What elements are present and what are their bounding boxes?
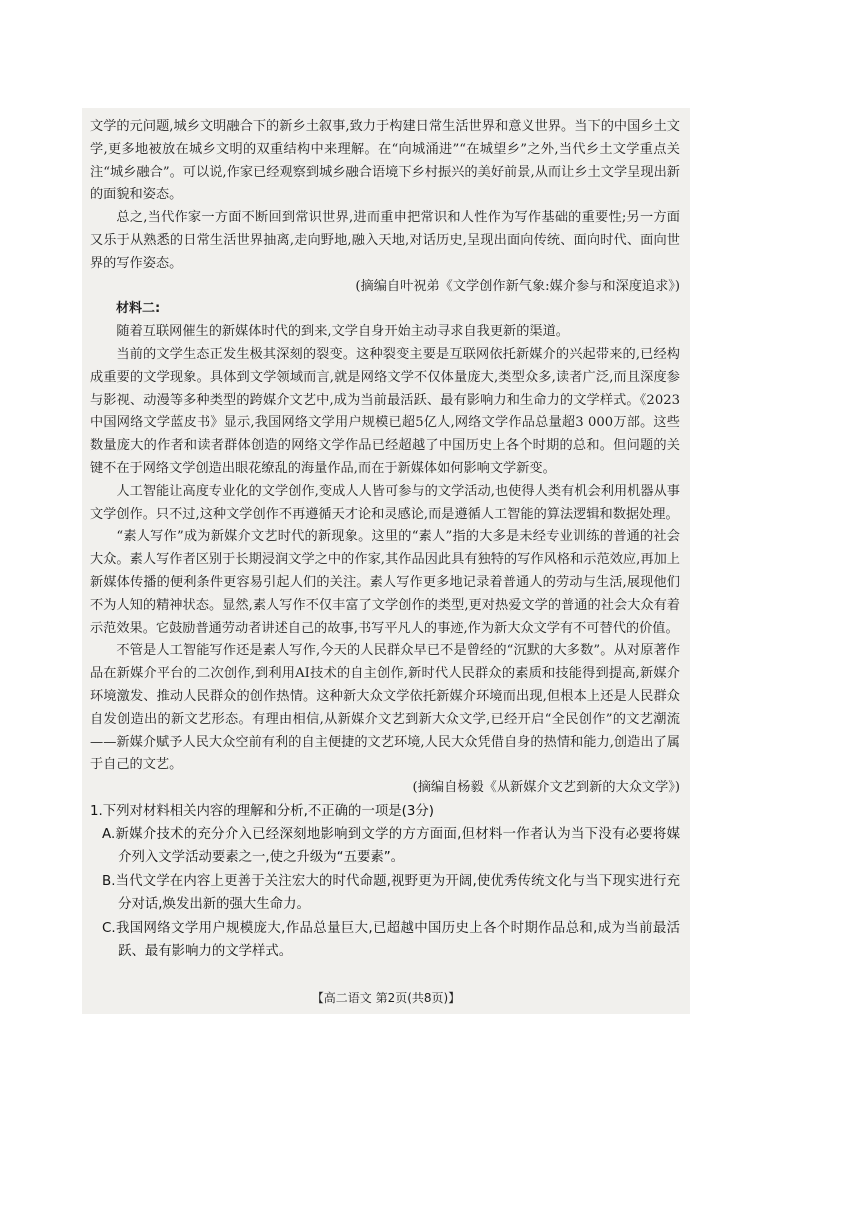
page-content [90,116,680,964]
material1-source: (摘编自叶祝弟《文学创作新气象:媒介参与和深度追求》) [355,278,680,294]
material2-source: (摘编自杨毅《从新媒介文艺到新的大众文学》) [412,780,680,796]
material2-paragraph: 不管是人工智能写作还是素人写作,今天的人民群众早已不是曾经的“沉默的大多数”。从对原著作品在新媒介平台的二次创作,到利用AI技术的自主创作,新时代人民群众的素质和技能得到提高,新媒介环境激发、推动人民群众的创作热情。这种新大众文学依托新媒介环境而出现,但根本上还是人民群众自发创造出的新文艺形态。有理由相信,从新媒介文艺到新大众文学,已经开启“全民创作”的文艺潮流——新媒介赋予人民大众空前有利的自主便捷的文艺环境,人民大众凭借自身的热情和能力,创造出了属于自己的文艺。 [90,643,680,773]
material1-summary: 总之,当代作家一方面不断回到常识世界,进而重申把常识和人性作为写作基础的重要性;另一方面又乐于从熟悉的日常生活世界抽离,走向野地,融入天地,对话历史,呈现出面向传统、面向时代、面向世界的写作姿态。 [90,210,680,271]
material2-paragraph: 当前的文学生态正发生极其深刻的裂变。这种裂变主要是互联网依托新媒介的兴起带来的,已经构成重要的文学现象。具体到文学领域而言,就是网络文学不仅体量庞大,类型众多,读者广泛,而且深度参与影视、动漫等多种类型的跨媒介文艺中,成为当前最活跃、最有影响力和生命力的文学样式。《2023中国网络文学蓝皮书》显示,我国网络文学用户规模已超5亿人,网络文学作品总量超3 000万部。这些数量庞大的作者和读者群体创造的网络文学作品已经超越了中国历史上各个时期的总和。但问题的关键不在于网络文学创造出眼花缭乱的海量作品,而在于新媒体如何影响文学新变。 [90,346,680,476]
material2-heading: 材料二: [116,301,161,317]
question-1-option-a [90,823,680,870]
material2-paragraph: “素人写作”成为新媒介文艺时代的新现象。这里的“素人”指的大多是未经专业训练的普通的社会大众。素人写作者区别于长期浸润文学之中的作家,其作品因此具有独特的写作风格和示范效应,再加上新媒体传播的便利条件更容易引起人们的关注。素人写作更多地记录着普通人的劳动与生活,展现他们不为人知的精神状态。显然,素人写作不仅丰富了文学创作的类型,更对热爱文学的普通的社会大众有着示范效果。它鼓励普通劳动者讲述自己的故事,书写平凡人的事迹,作为新大众文学有不可替代的价值。 [90,529,680,636]
page-footer: 【高二语文 第2页(共8页)】 [311,991,461,1005]
option-text: 新媒介技术的充分介入已经深刻地影响到文学的方方面面,但材料一作者认为当下没有必要将媒介列入文学活动要素之一,使之升级为“五要素”。 [115,826,680,866]
material2-paragraph: 人工智能让高度专业化的文学创作,变成人人皆可参与的文学活动,也使得人类有机会利用机器从事文学创作。只不过,这种文学创作不再遵循天才论和灵感论,而是遵循人工智能的算法逻辑和数据处理。 [90,483,680,522]
question-1-option-b [90,870,680,917]
option-letter: C. [102,920,116,936]
question-1-stem: 1.下列对材料相关内容的理解和分析,不正确的一项是(3分) [90,803,434,819]
material2-paragraph: 随着互联网催生的新媒体时代的到来,文学自身开始主动寻求自我更新的渠道。 [116,324,569,340]
option-text: 我国网络文学用户规模庞大,作品总量巨大,已超越中国历史上各个时期作品总和,成为当前最活跃、最有影响力的文学样式。 [115,920,680,960]
question-1-option-c [90,917,680,964]
option-letter: B. [102,873,116,889]
option-text: 当代文学在内容上更善于关注宏大的时代命题,视野更为开阔,使优秀传统文化与当下现实进行充分对话,焕发出新的强大生命力。 [115,873,680,913]
option-letter: A. [102,826,116,842]
material1-paragraph: 文学的元问题,城乡文明融合下的新乡土叙事,致力于构建日常生活世界和意义世界。当下的中国乡土文学,更多地被放在城乡文明的双重结构中来理解。在“向城涌进”“在城望乡”之外,当代乡土文学重点关注“城乡融合”。可以说,作家已经观察到城乡融合语境下乡村振兴的美好前景,从而让乡土文学呈现出新的面貌和姿态。 [90,119,680,203]
